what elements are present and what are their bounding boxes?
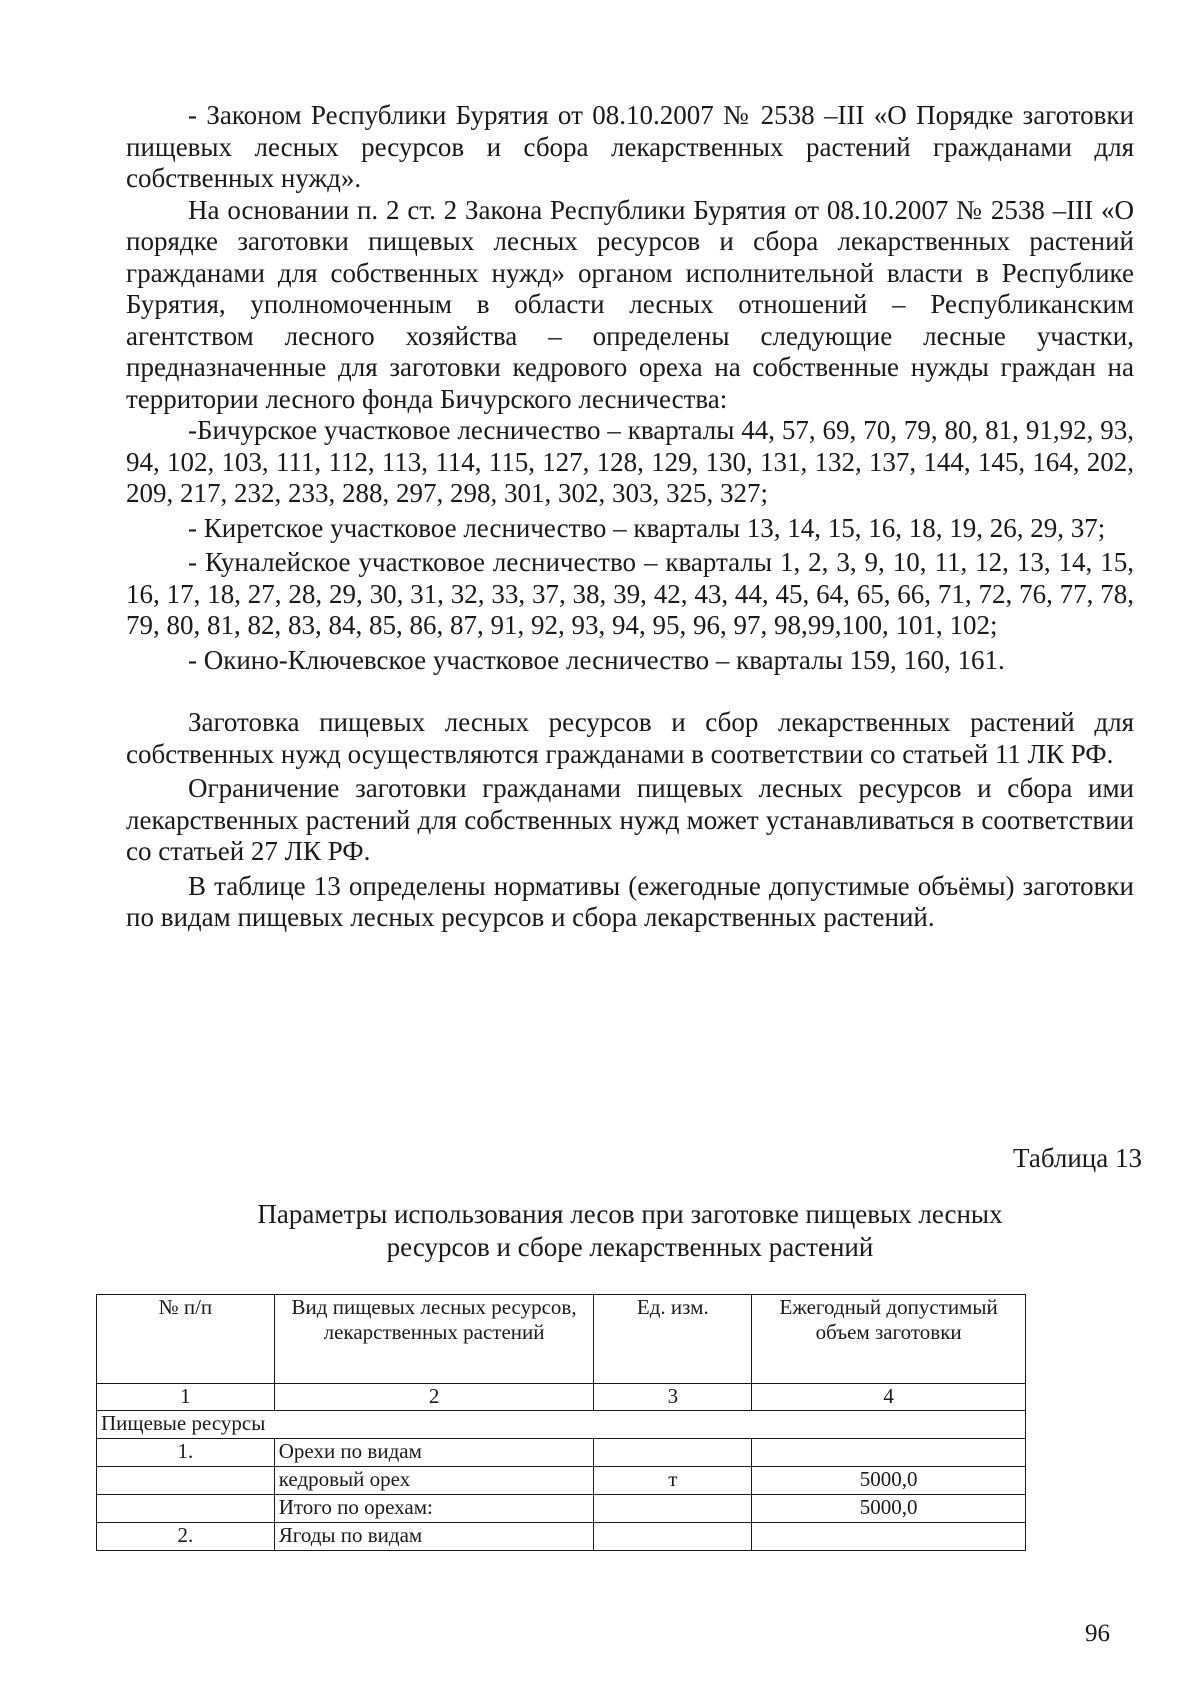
row-volume: 5000,0 (752, 1467, 1026, 1495)
paragraph-gap (126, 676, 1134, 707)
paragraph-kunaleyskoe: - Куналейское участковое лесничество – кварталы 1, 2, 3, 9, 10, 11, 12, 13, 14, 15, 16, 17, 18, 27, 28, 29, 30, 31, 32, 33, 37, 38, 39, 42, 43, 44, 45, 64, 65, 66, 71, 72, 76, 77, 78, 79, 80, 81, 82, 83, 84, 85, 86, 87, 91, 92, 93, 94, 95, 96, 97, 98,99,100, 101, 102; (126, 547, 1134, 640)
row-volume (752, 1439, 1026, 1467)
table-row (97, 1495, 1026, 1523)
paragraph-table-intro: В таблице 13 определены нормативы (ежегодные допустимые объёмы) заготовки по видам пищевых лесных ресурсов и сбора лекарственных растений. (126, 870, 1134, 932)
row-number (97, 1467, 275, 1495)
table-row (97, 1523, 1026, 1551)
paragraph-restriction: Ограничение заготовки гражданами пищевых лесных ресурсов и сбора ими лекарственных растений для собственных нужд может устанавливаться в соответствии со статьей 27 ЛК РФ. (126, 773, 1134, 866)
paragraph-kiretskoe: - Киретское участковое лесничество – кварталы 13, 14, 15, 16, 18, 19, 26, 29, 37; (188, 512, 1106, 543)
parameters-table (96, 1294, 1026, 1551)
row-unit (594, 1495, 752, 1523)
column-number: 4 (752, 1384, 1026, 1411)
paragraph-okino-klyuchevskoe: - Окино-Ключевское участковое лесничество – кварталы 159, 160, 161. (188, 644, 1005, 675)
paragraph-basis: На основании п. 2 ст. 2 Закона Республики Бурятия от 08.10.2007 № 2538 –III «О порядке заготовки пищевых лесных ресурсов и сбора лекарственных растений гражданами для собственных нужд» органом исполнительной власти в Республике Бурятия, уполномоченным в области лесных отношений – Республиканским агентством лесного хозяйства – определены следующие лесные участки, предназначенные для заготовки кедрового ореха на собственные нужды граждан на территории лесного фонда Бичурского лесничества: (126, 194, 1134, 414)
table-header-row (97, 1295, 1026, 1384)
row-volume (752, 1523, 1026, 1551)
paragraph-law-reference: - Законом Республики Бурятия от 08.10.2007 № 2538 –III «О Порядке заготовки пищевых лесных ресурсов и сбора лекарственных растений гражданами для собственных нужд». (126, 100, 1134, 193)
table-title (200, 1198, 1060, 1264)
column-number: 2 (274, 1384, 594, 1411)
row-resource: кедровый орех (274, 1467, 594, 1495)
table-label: Таблица 13 (1013, 1143, 1142, 1173)
row-unit: т (594, 1467, 752, 1495)
column-number: 3 (594, 1384, 752, 1411)
header-number: № п/п (97, 1295, 275, 1384)
row-unit (594, 1439, 752, 1467)
page-number: 96 (1085, 1620, 1110, 1647)
table-title-line-2: ресурсов и сборе лекарственных растений (386, 1232, 874, 1262)
paragraph-bichurskoe: -Бичурское участковое лесничество – кварталы 44, 57, 69, 70, 79, 80, 81, 91,92, 93, 94, 102, 103, 111, 112, 113, 114, 115, 127, 128, 129, 130, 131, 132, 137, 144, 145, 164, 202, 209, 217, 232, 233, 288, 297, 298, 301, 302, 303, 325, 327; (126, 415, 1134, 508)
table-title-line-1: Параметры использования лесов при заготовке пищевых лесных (257, 1199, 1003, 1229)
paragraph-harvesting: Заготовка пищевых лесных ресурсов и сбор лекарственных растений для собственных нужд осуществляются гражданами в соответствии со статьей 11 ЛК РФ. (126, 707, 1134, 769)
body-text (126, 100, 1134, 934)
row-resource: Орехи по видам (274, 1439, 594, 1467)
column-number: 1 (97, 1384, 275, 1411)
row-volume: 5000,0 (752, 1495, 1026, 1523)
header-resource-type: Вид пищевых лесных ресурсов, лекарственных растений (274, 1295, 594, 1384)
header-annual-volume: Ежегодный допустимый объем заготовки (752, 1295, 1026, 1384)
row-resource: Итого по орехам: (274, 1495, 594, 1523)
table-section-row (97, 1411, 1026, 1439)
row-number: 1. (97, 1439, 275, 1467)
header-unit: Ед. изм. (594, 1295, 752, 1384)
table-row (97, 1467, 1026, 1495)
row-unit (594, 1523, 752, 1551)
section-title-food-resources: Пищевые ресурсы (97, 1411, 1026, 1439)
row-resource: Ягоды по видам (274, 1523, 594, 1551)
table-column-numbers-row (97, 1384, 1026, 1411)
table-row (97, 1439, 1026, 1467)
row-number: 2. (97, 1523, 275, 1551)
row-number (97, 1495, 275, 1523)
